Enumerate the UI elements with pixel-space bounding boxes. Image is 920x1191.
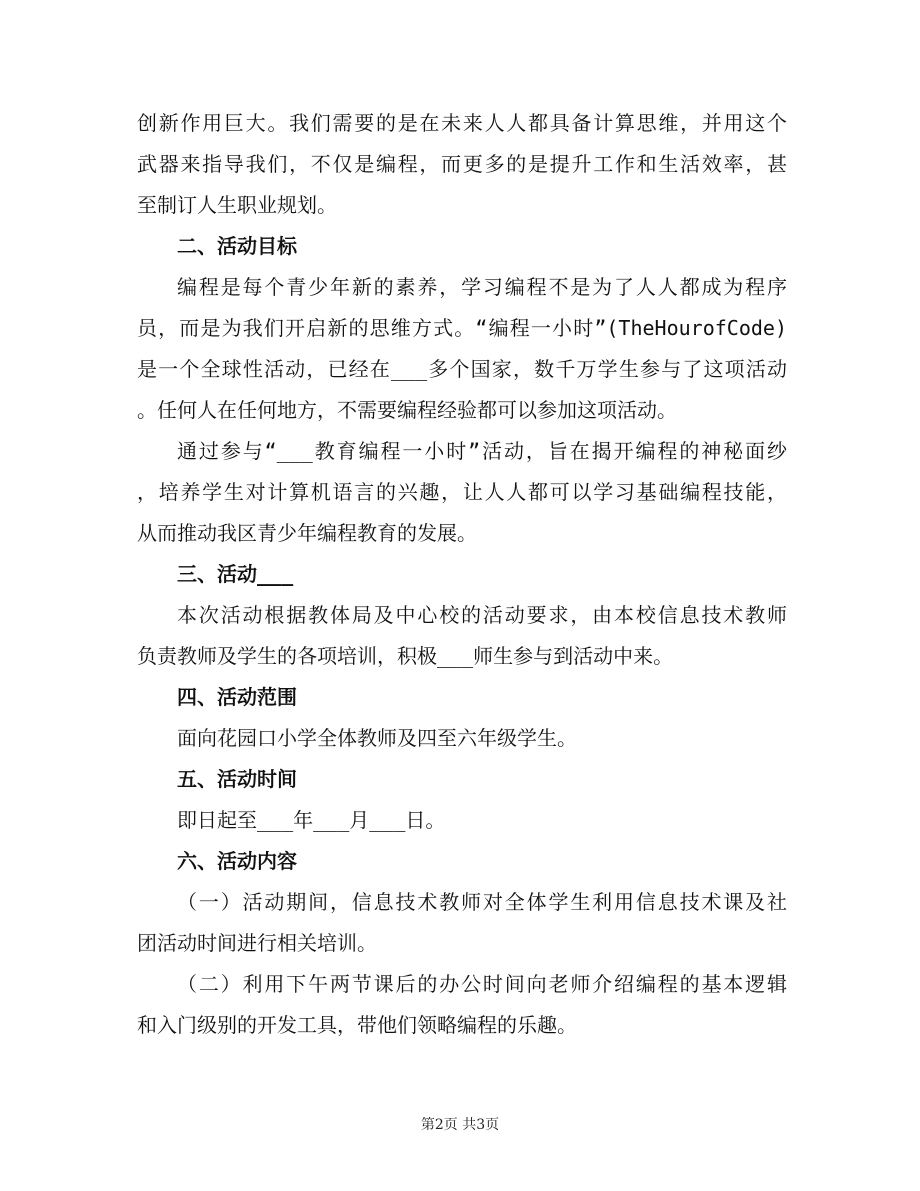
paragraph-first-line: 即日起至___年___月___日。 — [177, 808, 446, 832]
paragraph-first-line: （一）活动期间，信息技术教师对全体学生利用信息技术课及社 — [177, 890, 787, 914]
body-line: 和入门级别的开发工具，带他们领略编程的乐趣。 — [137, 1013, 577, 1037]
body-line: 员，而是为我们开启新的思维方式。“编程一小时”(TheHourofCode) — [137, 316, 787, 340]
body-line: 是一个全球性活动，已经在___多个国家，数千万学生参与了这项活动 — [137, 357, 787, 381]
document-body — [137, 103, 787, 1046]
section-heading: 五、活动时间 — [177, 767, 297, 791]
body-line: 负责教师及学生的各项培训，积极___师生参与到活动中来。 — [137, 644, 674, 668]
body-line: 。任何人在任何地方，不需要编程经验都可以参加这项活动。 — [137, 398, 677, 422]
section-heading: 四、活动范围 — [177, 685, 297, 709]
paragraph-first-line: 本次活动根据教体局及中心校的活动要求，由本校信息技术教师 — [177, 603, 787, 627]
section-heading: 二、活动目标 — [177, 234, 297, 258]
paragraph-first-line: 通过参与“___教育编程一小时”活动，旨在揭开编程的神秘面纱 — [177, 439, 787, 463]
body-line: 武器来指导我们，不仅是编程，而更多的是提升工作和生活效率，甚 — [137, 152, 787, 176]
body-line: ，培养学生对计算机语言的兴趣，让人人都可以学习基础编程技能， — [137, 480, 787, 504]
section-heading: 六、活动内容 — [177, 849, 297, 873]
body-line: 至制订人生职业规划。 — [137, 193, 337, 217]
page-number-footer: 第2页 共3页 — [420, 1117, 500, 1133]
paragraph-first-line: （二）利用下午两节课后的办公时间向老师介绍编程的基本逻辑 — [177, 972, 787, 996]
paragraph-first-line: 面向花园口小学全体教师及四至六年级学生。 — [177, 726, 577, 750]
paragraph-first-line: 编程是每个青少年新的素养，学习编程不是为了人人都成为程序 — [177, 275, 787, 299]
body-line: 创新作用巨大。我们需要的是在未来人人都具备计算思维，并用这个 — [137, 111, 787, 135]
body-line: 团活动时间进行相关培训。 — [137, 931, 377, 955]
body-line: 从而推动我区青少年编程教育的发展。 — [137, 521, 477, 545]
section-heading: 三、活动___ — [177, 562, 294, 586]
